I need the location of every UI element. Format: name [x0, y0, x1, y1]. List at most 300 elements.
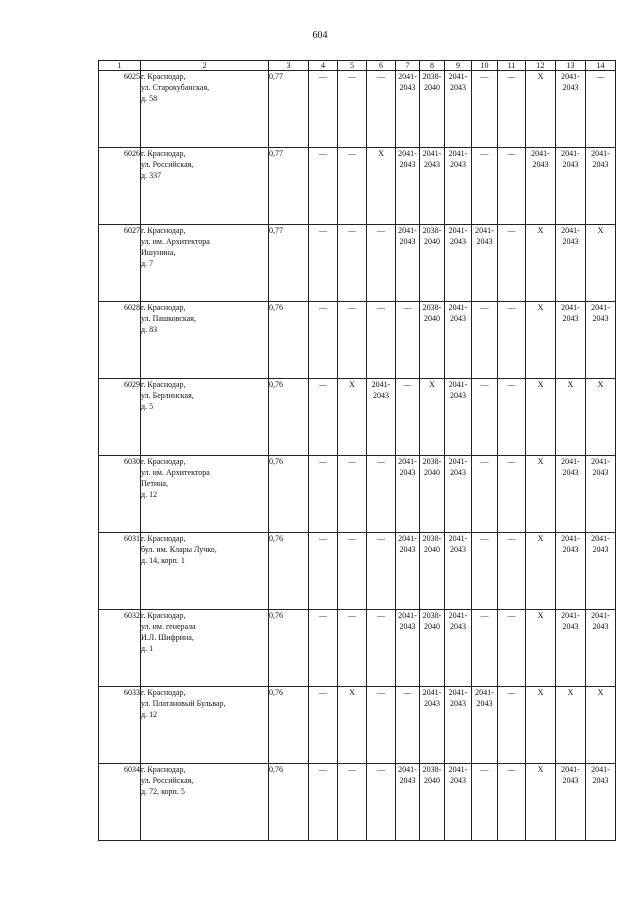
value-cell — [309, 379, 338, 456]
address-line: г. Краснодар, — [141, 72, 186, 81]
value-cell — [367, 610, 396, 687]
value-text: 2041- 2043 — [591, 611, 610, 631]
value-cell — [420, 71, 445, 148]
value-cell — [556, 148, 586, 225]
table-row — [99, 533, 616, 610]
value-text: — — [480, 303, 489, 312]
address-line: г. Краснодар, — [141, 611, 186, 620]
value-cell — [338, 764, 367, 841]
column-header: 1 — [99, 61, 141, 71]
value-text: 2038- 2040 — [422, 611, 442, 631]
value-text: — — [507, 72, 516, 81]
value-text: 2041- 2043 — [561, 72, 580, 92]
value-text: — — [480, 765, 489, 774]
value-cell — [498, 71, 526, 148]
coefficient-cell: 0,77 — [269, 71, 309, 148]
value-cell — [556, 456, 586, 533]
value-cell — [367, 456, 396, 533]
row-number: 6025 — [99, 71, 141, 148]
value-cell — [472, 148, 498, 225]
row-number: 6032 — [99, 610, 141, 687]
value-text: 2038- 2040 — [422, 226, 442, 246]
address-cell — [141, 456, 269, 533]
table-row — [99, 225, 616, 302]
value-cell — [309, 456, 338, 533]
value-cell — [586, 533, 616, 610]
value-cell — [556, 379, 586, 456]
value-text: — — [348, 765, 356, 774]
value-text: 2041- 2043 — [561, 457, 580, 477]
value-text: 2041- 2043 — [561, 611, 580, 631]
value-text: 2041- 2043 — [422, 688, 442, 708]
value-cell — [526, 379, 556, 456]
address-line: д. 337 — [141, 171, 162, 180]
value-text: 2041- 2043 — [422, 149, 442, 169]
address-line: д. 5 — [141, 402, 154, 411]
value-text: X — [537, 380, 544, 389]
value-text: — — [507, 149, 516, 158]
value-text: X — [349, 688, 355, 697]
value-text: — — [319, 303, 327, 312]
address-cell — [141, 379, 269, 456]
table-row — [99, 379, 616, 456]
value-cell — [396, 71, 420, 148]
value-cell — [420, 610, 445, 687]
value-cell — [556, 71, 586, 148]
value-cell — [309, 533, 338, 610]
value-text: X — [537, 688, 544, 697]
coefficient-cell: 0,76 — [269, 687, 309, 764]
row-number: 6029 — [99, 379, 141, 456]
value-text: 2041- 2043 — [398, 457, 417, 477]
table-row — [99, 148, 616, 225]
value-cell — [586, 148, 616, 225]
value-cell — [309, 302, 338, 379]
value-text: X — [537, 303, 544, 312]
value-cell — [420, 148, 445, 225]
column-header: 2 — [141, 61, 269, 71]
column-header: 8 — [420, 61, 445, 71]
value-cell — [367, 764, 396, 841]
address-line: д. 1 — [141, 644, 154, 653]
value-cell — [367, 71, 396, 148]
value-cell — [556, 764, 586, 841]
value-cell — [586, 764, 616, 841]
column-header: 9 — [445, 61, 472, 71]
value-text: 2041- 2043 — [448, 226, 468, 246]
value-text: X — [537, 72, 544, 81]
value-text: — — [377, 611, 385, 620]
table-row — [99, 71, 616, 148]
value-cell — [420, 302, 445, 379]
value-cell — [445, 610, 472, 687]
row-number: 6034 — [99, 764, 141, 841]
value-cell — [526, 148, 556, 225]
address-cell — [141, 764, 269, 841]
value-text: 2041- 2043 — [448, 457, 468, 477]
value-cell — [445, 687, 472, 764]
value-cell — [420, 533, 445, 610]
value-text: — — [403, 303, 412, 312]
value-cell — [526, 610, 556, 687]
value-cell — [309, 148, 338, 225]
address-line: Петина, — [141, 479, 168, 488]
address-line: ул. Платановый Бульвар, — [141, 699, 226, 708]
value-text: 2041- 2043 — [591, 457, 610, 477]
value-text: 2041- 2043 — [398, 226, 417, 246]
value-text: X — [537, 611, 544, 620]
row-number: 6027 — [99, 225, 141, 302]
address-line: ул. Берлинская, — [141, 391, 194, 400]
value-text: — — [377, 303, 385, 312]
coefficient-cell: 0,76 — [269, 764, 309, 841]
value-text: — — [319, 688, 327, 697]
address-line: г. Краснодар, — [141, 226, 186, 235]
value-cell — [556, 302, 586, 379]
value-text: — — [507, 611, 516, 620]
address-line: г. Краснодар, — [141, 457, 186, 466]
value-text: — — [596, 72, 605, 81]
value-text: — — [319, 534, 327, 543]
column-header: 14 — [586, 61, 616, 71]
value-cell — [498, 302, 526, 379]
row-number: 6026 — [99, 148, 141, 225]
address-line: д. 7 — [141, 259, 154, 268]
value-cell — [338, 456, 367, 533]
table-row — [99, 687, 616, 764]
value-cell — [586, 456, 616, 533]
value-text: — — [348, 72, 356, 81]
address-line: д. 12 — [141, 490, 158, 499]
row-number: 6031 — [99, 533, 141, 610]
coefficient-cell: 0,76 — [269, 302, 309, 379]
schedule-table — [98, 60, 616, 841]
value-text: 2041- 2043 — [371, 380, 391, 400]
value-cell — [396, 687, 420, 764]
row-number: 6030 — [99, 456, 141, 533]
value-cell — [396, 379, 420, 456]
value-cell — [367, 148, 396, 225]
page-number: 604 — [312, 30, 328, 41]
value-cell — [472, 379, 498, 456]
value-cell — [472, 302, 498, 379]
value-text: 2041- 2043 — [591, 149, 610, 169]
value-cell — [338, 687, 367, 764]
column-header: 13 — [556, 61, 586, 71]
value-text: — — [319, 149, 327, 158]
value-cell — [396, 456, 420, 533]
value-text: 2041- 2043 — [448, 72, 468, 92]
value-text: — — [507, 688, 516, 697]
table-row — [99, 764, 616, 841]
value-text: 2041- 2043 — [448, 688, 468, 708]
coefficient-cell: 0,76 — [269, 456, 309, 533]
value-cell — [396, 148, 420, 225]
value-cell — [338, 148, 367, 225]
value-text: — — [377, 226, 385, 235]
address-line: г. Краснодар, — [141, 380, 186, 389]
value-text: 2041- 2043 — [561, 226, 580, 246]
value-text: 2041- 2043 — [398, 765, 417, 785]
value-text: 2041- 2043 — [398, 149, 417, 169]
value-text: — — [480, 611, 489, 620]
row-number: 6028 — [99, 302, 141, 379]
value-text: 2041- 2043 — [561, 765, 580, 785]
value-cell — [338, 302, 367, 379]
value-cell — [526, 302, 556, 379]
value-text: X — [537, 457, 544, 466]
value-cell — [338, 610, 367, 687]
coefficient-cell: 0,76 — [269, 533, 309, 610]
address-line: ул. им. Архитектора — [141, 468, 210, 477]
coefficient-cell: 0,76 — [269, 610, 309, 687]
address-line: г. Краснодар, — [141, 534, 186, 543]
value-text: X — [378, 149, 384, 158]
value-cell — [396, 764, 420, 841]
value-cell — [472, 71, 498, 148]
value-cell — [445, 764, 472, 841]
value-text: 2041- 2043 — [398, 534, 417, 554]
value-text: 2041- 2043 — [475, 688, 494, 708]
value-text: 2038- 2040 — [422, 457, 442, 477]
value-text: 2038- 2040 — [422, 765, 442, 785]
value-cell — [420, 225, 445, 302]
coefficient-cell: 0,77 — [269, 225, 309, 302]
value-text: — — [507, 534, 516, 543]
value-cell — [338, 225, 367, 302]
value-cell — [396, 302, 420, 379]
value-text: — — [403, 688, 412, 697]
value-cell — [367, 687, 396, 764]
value-text: — — [348, 149, 356, 158]
address-line: д. 58 — [141, 94, 158, 103]
column-header: 6 — [367, 61, 396, 71]
value-text: X — [567, 688, 574, 697]
value-text: X — [597, 688, 604, 697]
value-text: 2041- 2043 — [475, 226, 494, 246]
value-cell — [472, 456, 498, 533]
value-text: — — [480, 534, 489, 543]
value-cell — [498, 456, 526, 533]
address-line: ул. Российская, — [141, 160, 194, 169]
value-text: X — [597, 380, 604, 389]
value-text: — — [377, 72, 385, 81]
value-cell — [420, 687, 445, 764]
value-cell — [309, 610, 338, 687]
value-cell — [445, 225, 472, 302]
value-cell — [309, 764, 338, 841]
value-cell — [556, 687, 586, 764]
column-header: 5 — [338, 61, 367, 71]
value-text: — — [348, 226, 356, 235]
value-cell — [586, 687, 616, 764]
value-cell — [396, 610, 420, 687]
column-header: 4 — [309, 61, 338, 71]
value-cell — [396, 225, 420, 302]
address-line: г. Краснодар, — [141, 303, 186, 312]
value-text: — — [377, 765, 385, 774]
value-text: 2041- 2043 — [531, 149, 550, 169]
address-line: Ишунина, — [141, 248, 176, 257]
value-cell — [586, 379, 616, 456]
value-text: 2038- 2040 — [422, 534, 442, 554]
value-text: 2038- 2040 — [422, 72, 442, 92]
value-text: — — [507, 457, 516, 466]
value-cell — [526, 225, 556, 302]
value-text: X — [537, 765, 544, 774]
value-text: — — [348, 611, 356, 620]
table-row — [99, 302, 616, 379]
value-cell — [472, 687, 498, 764]
table-row — [99, 456, 616, 533]
value-text: 2041- 2043 — [591, 534, 610, 554]
value-cell — [445, 533, 472, 610]
value-cell — [526, 71, 556, 148]
address-line: д. 72, корп. 5 — [141, 787, 185, 796]
value-text: — — [403, 380, 412, 389]
value-text: X — [349, 380, 355, 389]
value-cell — [556, 610, 586, 687]
value-cell — [420, 379, 445, 456]
value-cell — [420, 456, 445, 533]
column-header: 7 — [396, 61, 420, 71]
address-line: г. Краснодар, — [141, 688, 186, 697]
value-cell — [309, 687, 338, 764]
value-text: 2041- 2043 — [448, 303, 468, 323]
address-line: И.Л. Шифрина, — [141, 633, 194, 642]
value-cell — [498, 610, 526, 687]
value-text: 2041- 2043 — [561, 534, 580, 554]
value-cell — [445, 148, 472, 225]
value-text: 2041- 2043 — [398, 611, 417, 631]
table-row — [99, 610, 616, 687]
value-text: 2041- 2043 — [591, 303, 610, 323]
value-text: — — [319, 380, 327, 389]
address-line: д. 14, корп. 1 — [141, 556, 185, 565]
column-header: 3 — [269, 61, 309, 71]
value-text: X — [429, 380, 435, 389]
column-header: 10 — [472, 61, 498, 71]
value-cell — [556, 533, 586, 610]
value-text: 2038- 2040 — [422, 303, 442, 323]
value-text: — — [377, 457, 385, 466]
coefficient-cell: 0,77 — [269, 148, 309, 225]
address-cell — [141, 687, 269, 764]
value-text: — — [480, 380, 489, 389]
value-text: — — [377, 534, 385, 543]
value-text: 2041- 2043 — [398, 72, 417, 92]
value-text: — — [507, 303, 516, 312]
address-line: бул. им. Клары Лучко, — [141, 545, 217, 554]
address-line: ул. Пашковская, — [141, 314, 196, 323]
value-text: 2041- 2043 — [561, 149, 580, 169]
value-cell — [472, 533, 498, 610]
address-line: д. 83 — [141, 325, 158, 334]
coefficient-cell: 0,76 — [269, 379, 309, 456]
value-text: X — [537, 226, 544, 235]
value-text: — — [348, 457, 356, 466]
value-text: 2041- 2043 — [448, 380, 468, 400]
value-text: — — [377, 688, 385, 697]
value-text: X — [537, 534, 544, 543]
value-text: — — [480, 149, 489, 158]
address-line: г. Краснодар, — [141, 765, 186, 774]
value-cell — [445, 71, 472, 148]
value-text: 2041- 2043 — [561, 303, 580, 323]
value-text: — — [507, 226, 516, 235]
value-cell — [338, 71, 367, 148]
value-cell — [309, 225, 338, 302]
value-cell — [498, 764, 526, 841]
value-text: — — [480, 72, 489, 81]
value-cell — [367, 302, 396, 379]
address-cell — [141, 225, 269, 302]
address-line: д. 12 — [141, 710, 158, 719]
value-cell — [338, 533, 367, 610]
value-text: — — [319, 457, 327, 466]
value-text: — — [507, 380, 516, 389]
address-cell — [141, 533, 269, 610]
value-text: — — [480, 457, 489, 466]
value-text: 2041- 2043 — [448, 611, 468, 631]
value-text: — — [319, 72, 327, 81]
value-cell — [367, 225, 396, 302]
value-cell — [472, 764, 498, 841]
value-cell — [498, 533, 526, 610]
value-cell — [396, 533, 420, 610]
value-cell — [526, 764, 556, 841]
value-text: — — [319, 765, 327, 774]
address-line: ул. им. генерала — [141, 622, 196, 631]
value-cell — [556, 225, 586, 302]
value-cell — [309, 71, 338, 148]
value-text: — — [507, 765, 516, 774]
value-cell — [498, 379, 526, 456]
value-cell — [445, 302, 472, 379]
value-cell — [586, 225, 616, 302]
column-header: 11 — [498, 61, 526, 71]
value-text: 2041- 2043 — [448, 534, 468, 554]
column-header: 12 — [526, 61, 556, 71]
address-cell — [141, 610, 269, 687]
value-cell — [526, 687, 556, 764]
address-cell — [141, 148, 269, 225]
value-text: 2041- 2043 — [448, 765, 468, 785]
value-cell — [367, 533, 396, 610]
value-cell — [367, 379, 396, 456]
value-cell — [526, 456, 556, 533]
address-line: ул. Российская, — [141, 776, 194, 785]
value-cell — [445, 456, 472, 533]
address-line: ул. им. Архитектора — [141, 237, 210, 246]
address-line: ул. Старокубанская, — [141, 83, 210, 92]
value-cell — [338, 379, 367, 456]
value-cell — [526, 533, 556, 610]
value-cell — [445, 379, 472, 456]
value-text: — — [348, 534, 356, 543]
address-cell — [141, 71, 269, 148]
header-row — [99, 61, 616, 71]
value-cell — [586, 71, 616, 148]
value-cell — [420, 764, 445, 841]
value-text: — — [319, 226, 327, 235]
value-cell — [472, 225, 498, 302]
value-cell — [472, 610, 498, 687]
row-number: 6033 — [99, 687, 141, 764]
address-line: г. Краснодар, — [141, 149, 186, 158]
value-text: — — [319, 611, 327, 620]
address-cell — [141, 302, 269, 379]
